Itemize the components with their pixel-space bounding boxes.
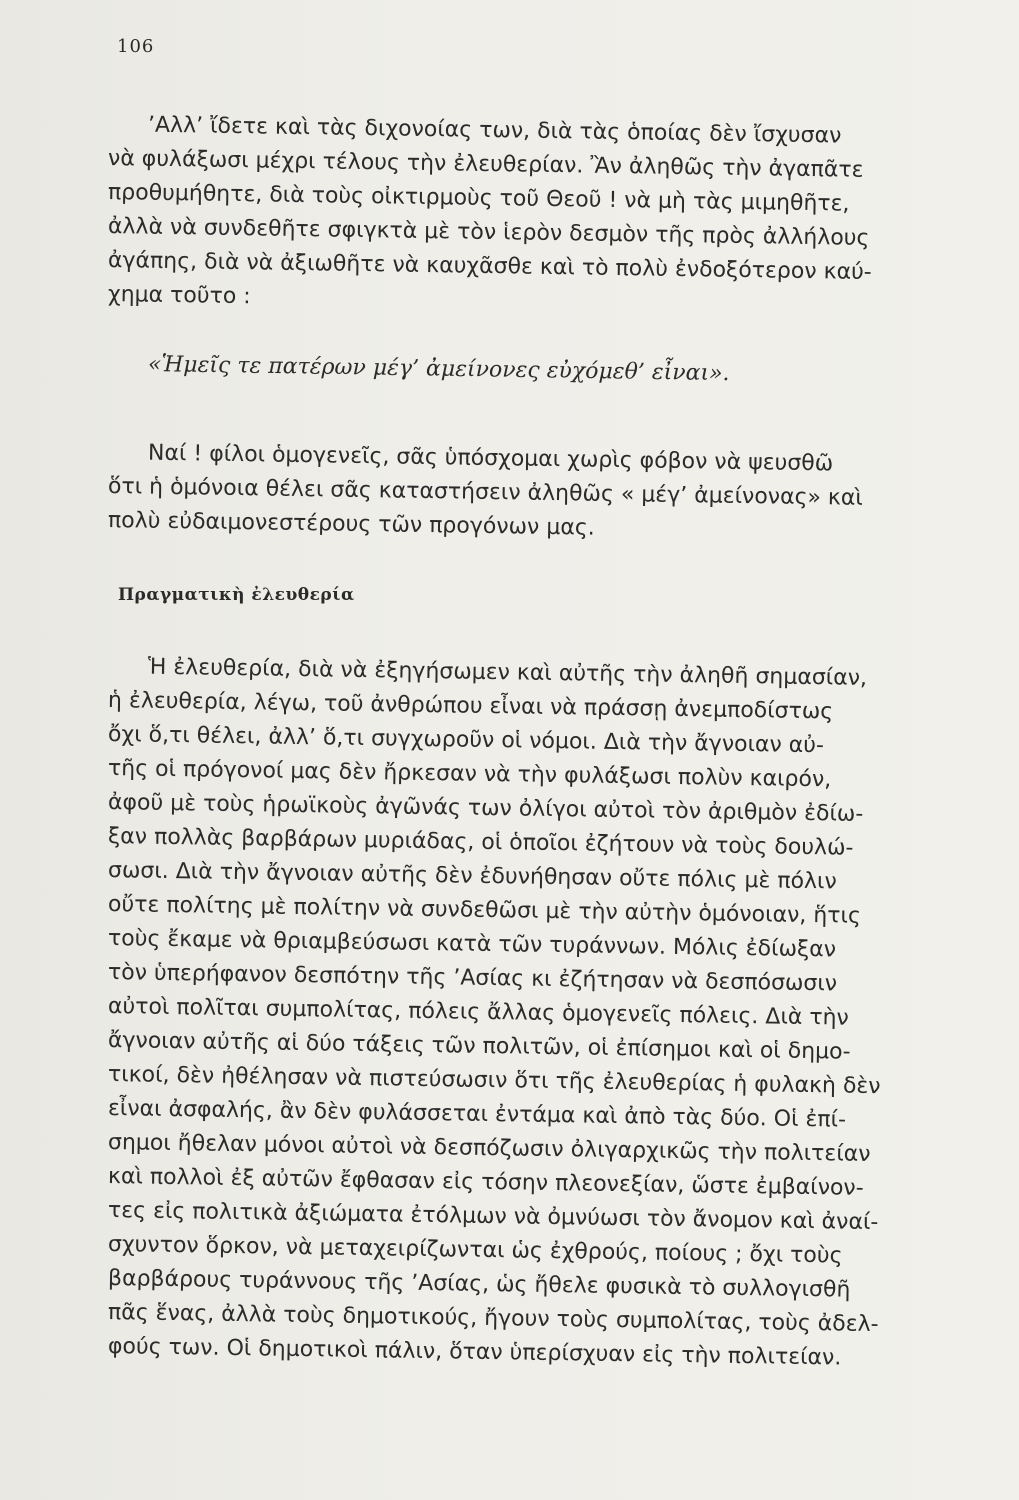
- paragraph-2: [107, 436, 968, 541]
- text-line: τὸν ὑπερήφανον δεσπότην τῆς ’Ασίας κι ἐζήτησαν νὰ δεσπόσωσιν: [107, 960, 838, 997]
- text-line: νὰ φυλάξωσι μέχρι τέλους τὴν ἐλευθερίαν. Ἂν ἀληθῶς τὴν ἀγαπᾶτε: [107, 146, 864, 183]
- quotation: «Ἡμεῖς τε πατέρων μέγ’ ἀμείνονες εὐχόμεθ’ εἶναι».: [147, 352, 730, 387]
- text-line: Ἡ ἐλευθερία, διὰ νὰ ἐξηγήσωμεν καὶ αὐτῆς τὴν ἀληθῆ σημασίαν,: [147, 654, 868, 691]
- text-line: εἶναι ἀσφαλής, ἂν δὲν φυλάσσεται ἐντάμα καὶ ἀπὸ τὰς δύο. Οἱ ἐπί-: [107, 1096, 847, 1133]
- text-line: τικοί, δὲν ἠθέλησαν νὰ πιστεύσωσιν ὅτι τῆς ἐλευθερίας ἡ φυλακὴ δὲν: [107, 1062, 881, 1100]
- paragraph-3: [107, 650, 968, 1371]
- text-line: προθυμήθητε, διὰ τοὺς οἰκτιρμοὺς τοῦ Θεοῦ ! νὰ μὴ τὰς μιμηθῆτε,: [107, 180, 850, 217]
- text-line: ἄγνοιαν αὐτῆς αἱ δύο τάξεις τῶν πολιτῶν, οἱ ἐπίσημοι καὶ οἱ δημο-: [107, 1028, 851, 1065]
- paragraph-1: [108, 108, 968, 312]
- text-line: ὄχι ὅ,τι θέλει, ἀλλ’ ὅ,τι συγχωροῦν οἱ νόμοι. Διὰ τὴν ἄγνοιαν αὐ-: [107, 722, 825, 759]
- text-line: αὐτοὶ πολῖται συμπολίτας, πόλεις ἄλλας ὁμογενεῖς πόλεις. Διὰ τὴν: [107, 994, 850, 1031]
- text-line: τοὺς ἔκαμε νὰ θριαμβεύσωσι κατὰ τῶν τυράννων. Μόλις ἐδίωξαν: [107, 926, 837, 963]
- text-line: χημα τοῦτο :: [107, 282, 251, 310]
- text-line: ὅτι ἡ ὁμόνοια θέλει σᾶς καταστήσειν ἀληθῶς « μέγ’ ἀμείνονας» καὶ: [107, 474, 864, 511]
- section-heading: Πραγματικὴ ἐλευθερία: [118, 585, 355, 605]
- text-line: ἡ ἐλευθερία, λέγω, τοῦ ἀνθρώπου εἶναι νὰ πράσσῃ ἀνεμποδίστως: [107, 688, 834, 725]
- text-line: ξαν πολλὰς βαρβάρων μυριάδας, οἱ ὁποῖοι ἐζήτουν νὰ τοὺς δουλώ-: [107, 824, 854, 861]
- text-line: σωσι. Διὰ τὴν ἄγνοιαν αὐτῆς δὲν ἐδυνήθησαν οὔτε πόλις μὲ πόλιν: [107, 858, 837, 895]
- text-line: φούς των. Οἱ δημοτικοὶ πάλιν, ὅταν ὑπερίσχυαν εἰς τὴν πολιτείαν.: [107, 1334, 842, 1371]
- text-line: τῆς οἱ πρόγονοί μας δὲν ἤρκεσαν νὰ τὴν φυλάξωσι πολὺν καιρόν,: [107, 756, 832, 793]
- text-line: σχυντον ὅρκον, νὰ μεταχειρίζωνται ὡς ἐχθρούς, ποίους ; ὄχι τοὺς: [107, 1232, 843, 1269]
- text-line: βαρβάρους τυράννους τῆς ’Ασίας, ὡς ἤθελε φυσικὰ τὸ συλλογισθῆ: [107, 1266, 851, 1303]
- text-line: πολὺ εὐδαιμονεστέρους τῶν προγόνων μας.: [107, 508, 595, 541]
- text-line: πᾶς ἕνας, ἀλλὰ τοὺς δημοτικούς, ἤγουν τοὺς συμπολίτας, τοὺς ἀδελ-: [107, 1300, 879, 1338]
- text-line: Ναί ! φίλοι ὁμογενεῖς, σᾶς ὑπόσχομαι χωρὶς φόβον νὰ ψευσθῶ: [147, 440, 834, 477]
- page-number: 106: [117, 36, 155, 57]
- text-line: τες εἰς πολιτικὰ ἀξιώματα ἐτόλμων νὰ ὀμνύωσι τὸν ἄνομον καὶ ἀναί-: [107, 1198, 879, 1236]
- text-line: σημοι ἤθελαν μόνοι αὐτοὶ νὰ δεσπόζωσιν ὀλιγαρχικῶς τὴν πολιτείαν: [107, 1130, 871, 1167]
- text-line: ἀφοῦ μὲ τοὺς ἡρωϊκοὺς ἀγῶνάς των ὀλίγοι αὐτοὶ τὸν ἀριθμὸν ἐδίω-: [107, 790, 864, 827]
- text-line: οὔτε πολίτης μὲ πολίτην νὰ συνδεθῶσι μὲ τὴν αὐτὴν ὁμόνοιαν, ἥτις: [107, 892, 862, 929]
- text-line: ’Αλλ’ ἴδετε καὶ τὰς διχονοίας των, διὰ τὰς ὁποίας δὲν ἴσχυσαν: [147, 112, 842, 149]
- text-line: ἀλλὰ νὰ συνδεθῆτε σφιγκτὰ μὲ τὸν ἱερὸν δεσμὸν τῆς πρὸς ἀλλήλους: [107, 214, 870, 251]
- text-line: ἀγάπης, διὰ νὰ ἀξιωθῆτε νὰ καυχᾶσθε καὶ τὸ πολὺ ἐνδοξότερον καύ-: [107, 248, 872, 285]
- text-line: καὶ πολλοὶ ἐξ αὐτῶν ἔφθασαν εἰς τόσην πλεονεξίαν, ὥστε ἐμβαίνον-: [107, 1164, 864, 1201]
